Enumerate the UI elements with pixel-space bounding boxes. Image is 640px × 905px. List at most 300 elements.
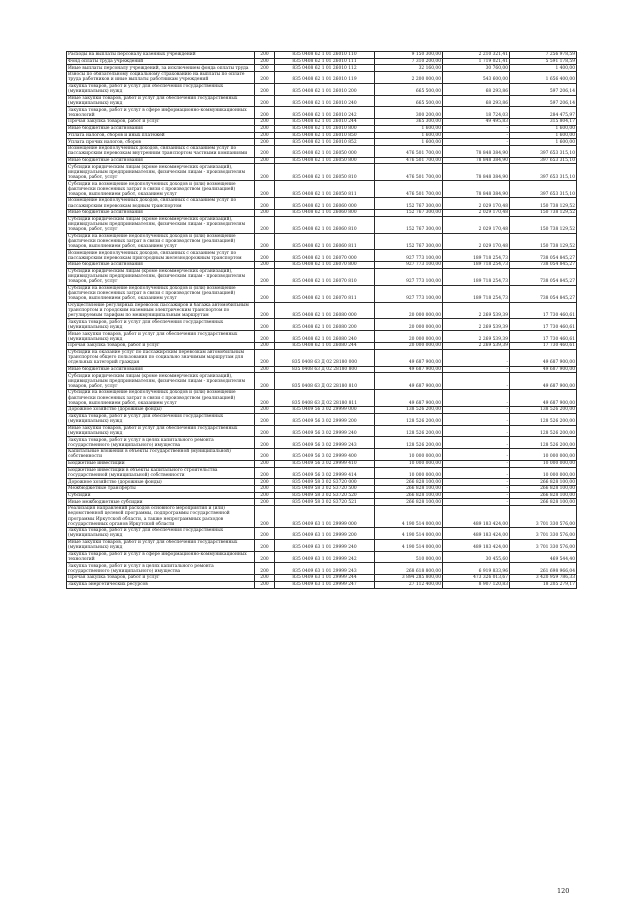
budget-classification-code: 835 0409 58 3 02 S3720 520: [275, 492, 375, 499]
budget-classification-code: 835 0408 62 1 01 26010 852: [275, 139, 375, 146]
approved-amount: 10 000 000,00: [375, 460, 443, 467]
table-row: [67, 563, 577, 575]
line-code: 200: [255, 349, 275, 366]
unexecuted-amount: 738 054 845,27: [510, 250, 577, 262]
line-item-name: Расходы на выплаты персоналу казенных учреждений: [67, 52, 255, 59]
approved-amount: 266 828 100,00: [375, 486, 443, 493]
executed-amount: 2 269 539,39: [443, 343, 510, 350]
executed-amount: 2 269 539,39: [443, 331, 510, 343]
table-row: [67, 145, 577, 157]
approved-amount: 9 150 300,00: [375, 52, 443, 59]
line-item-name: Закупка товаров, работ и услуг в целях капитального ремонта государственного (муниципального) имущества: [67, 563, 255, 575]
line-item-name: Взносы по обязательному социальному страхованию на выплаты по оплате труда работников и иные выплаты работникам учреждений: [67, 72, 255, 84]
executed-amount: -: [443, 499, 510, 506]
table-row: [67, 331, 577, 343]
line-code: 200: [255, 164, 275, 181]
line-item-name: Осуществление регулярных перевозок пассажиров и багажа автомобильным транспортом и городским наземным электрическим транспортом по регулируемым тарифам по межмуниципальным маршрутам: [67, 302, 255, 319]
approved-amount: 128 526 200,00: [375, 413, 443, 425]
unexecuted-amount: 17 730 460,61: [510, 343, 577, 350]
line-code: 200: [255, 139, 275, 146]
line-code: 200: [255, 390, 275, 407]
budget-table: [66, 51, 577, 589]
unexecuted-amount: 397 653 315,10: [510, 164, 577, 181]
executed-amount: -: [443, 366, 510, 373]
executed-amount: -: [443, 132, 510, 139]
budget-classification-code: 835 0408 62 1 01 26060 800: [275, 209, 375, 216]
line-code: 200: [255, 506, 275, 528]
line-code: 200: [255, 58, 275, 65]
table-row: [67, 373, 577, 390]
unexecuted-amount: 266 828 100,00: [510, 479, 577, 486]
executed-amount: -: [443, 413, 510, 425]
executed-amount: 68 293,86: [443, 83, 510, 95]
line-item-name: Бюджетные инвестиции: [67, 460, 255, 467]
budget-classification-code: 835 0408 62 1 01 26060 811: [275, 233, 375, 250]
budget-classification-code: 835 0408 62 1 01 26010 200: [275, 83, 375, 95]
table-row: [67, 198, 577, 210]
line-item-name: Иные бюджетные ассигнования: [67, 157, 255, 164]
executed-amount: 6 919 833,96: [443, 563, 510, 575]
executed-amount: 68 293,86: [443, 95, 510, 107]
line-item-name: Субсидии на возмещение недополученных доходов и (или) возмещение фактически понесенных затрат в связи с производством (реализацией) товаров, выполнением работ, оказанием услуг: [67, 233, 255, 250]
budget-classification-code: 835 0408 62 1 01 26050 811: [275, 181, 375, 198]
table-row: [67, 157, 577, 164]
budget-classification-code: 835 0409 63 1 01 29999 247: [275, 581, 375, 588]
approved-amount: 152 767 300,00: [375, 233, 443, 250]
table-row: [67, 413, 577, 425]
approved-amount: 128 526 200,00: [375, 437, 443, 449]
line-code: 200: [255, 479, 275, 486]
budget-classification-code: 835 0409 56 3 02 29999 410: [275, 460, 375, 467]
budget-classification-code: 835 0408 62 1 01 26070 800: [275, 262, 375, 269]
table-row: [67, 506, 577, 528]
line-item-name: Возмещение недополученных доходов, связанных с оказанием услуг по пассажирским перевозкам пригородным железнодорожным транспортом: [67, 250, 255, 262]
approved-amount: 927 773 100,00: [375, 250, 443, 262]
line-code: 200: [255, 407, 275, 414]
executed-amount: 78 848 384,90: [443, 181, 510, 198]
approved-amount: 665 500,00: [375, 83, 443, 95]
line-code: 200: [255, 413, 275, 425]
unexecuted-amount: 1 656 400,00: [510, 72, 577, 84]
line-code: 200: [255, 233, 275, 250]
executed-amount: 189 718 254,73: [443, 262, 510, 269]
unexecuted-amount: 1 400,00: [510, 65, 577, 72]
line-code: 200: [255, 95, 275, 107]
executed-amount: 2 210 321,41: [443, 52, 510, 59]
line-code: 200: [255, 460, 275, 467]
line-code: 200: [255, 119, 275, 126]
line-item-name: Субсидии на возмещение недополученных доходов и (или) возмещение фактически понесенных затрат в связи с производством (реализацией) товаров, выполнением работ, оказанием услуг: [67, 390, 255, 407]
unexecuted-amount: 17 730 460,61: [510, 331, 577, 343]
approved-amount: 152 767 300,00: [375, 198, 443, 210]
line-item-name: Межбюджетные трансферты: [67, 486, 255, 493]
budget-classification-code: 835 0408 62 1 01 26010 244: [275, 119, 375, 126]
budget-classification-code: 835 0409 58 3 02 S3720 000: [275, 479, 375, 486]
table-row: [67, 425, 577, 437]
unexecuted-amount: 10 000 000,00: [510, 449, 577, 461]
unexecuted-amount: 150 738 129,52: [510, 209, 577, 216]
table-row: [67, 349, 577, 366]
line-item-name: Уплата налогов, сборов и иных платежей: [67, 132, 255, 139]
budget-classification-code: 835 0408 62 1 01 26010 111: [275, 58, 375, 65]
table-row: [67, 83, 577, 95]
line-item-name: Прочая закупка товаров, работ и услуг: [67, 119, 255, 126]
line-code: 200: [255, 492, 275, 499]
budget-classification-code: 835 0409 56 3 02 29999 240: [275, 425, 375, 437]
table-row: [67, 528, 577, 540]
table-row: [67, 164, 577, 181]
approved-amount: 927 773 100,00: [375, 285, 443, 302]
executed-amount: 489 183 424,00: [443, 528, 510, 540]
executed-amount: -: [443, 437, 510, 449]
budget-classification-code: 835 0409 63 1 01 29999 243: [275, 563, 375, 575]
line-code: 200: [255, 145, 275, 157]
approved-amount: 510 000,00: [375, 551, 443, 563]
line-item-name: Иные закупки товаров, работ и услуг для обеспечения государственных (муниципальных) нужд: [67, 539, 255, 551]
table-row: [67, 65, 577, 72]
report-page: [66, 51, 576, 589]
budget-classification-code: 835 0408 62 1 01 26050 000: [275, 145, 375, 157]
table-row: [67, 449, 577, 461]
table-row: [67, 268, 577, 285]
executed-amount: -: [443, 479, 510, 486]
budget-classification-code: 835 0409 56 3 02 29999 414: [275, 467, 375, 479]
line-item-name: Закупка товаров, работ и услуг для обеспечения государственных (муниципальных) нужд: [67, 83, 255, 95]
budget-classification-code: 835 0408 62 1 01 26010 119: [275, 72, 375, 84]
line-code: 200: [255, 437, 275, 449]
line-item-name: Закупка товаров, работ и услуг для обеспечения государственных (муниципальных) нужд: [67, 413, 255, 425]
approved-amount: 20 000 000,00: [375, 331, 443, 343]
executed-amount: -: [443, 467, 510, 479]
approved-amount: 476 501 700,00: [375, 157, 443, 164]
unexecuted-amount: 738 054 845,27: [510, 262, 577, 269]
approved-amount: 1 600,00: [375, 132, 443, 139]
line-item-name: Возмещение недополученных доходов, связанных с оказанием услуг по пассажирским перевозкам внутренним транспортом частными компаниями: [67, 145, 255, 157]
unexecuted-amount: 49 687 900,00: [510, 366, 577, 373]
approved-amount: 152 767 300,00: [375, 216, 443, 233]
table-row: [67, 437, 577, 449]
line-item-name: Дорожное хозяйство (дорожные фонды): [67, 479, 255, 486]
executed-amount: 8 907 120,83: [443, 581, 510, 588]
unexecuted-amount: 49 687 900,00: [510, 390, 577, 407]
executed-amount: 473 326 013,67: [443, 575, 510, 582]
line-item-name: Субсидии юридическим лицам (кроме некоммерческих организаций), индивидуальным предпринимателям, физическим лицам - производителям товаров, работ, услуг: [67, 373, 255, 390]
line-code: 200: [255, 373, 275, 390]
budget-classification-code: 835 0409 63 1 01 29999 242: [275, 551, 375, 563]
executed-amount: 30 760,00: [443, 65, 510, 72]
table-row: [67, 132, 577, 139]
table-row: [67, 551, 577, 563]
unexecuted-amount: 10 000 000,00: [510, 460, 577, 467]
executed-amount: 489 183 424,00: [443, 506, 510, 528]
unexecuted-amount: 150 738 129,52: [510, 216, 577, 233]
table-row: [67, 216, 577, 233]
table-row: [67, 52, 577, 59]
unexecuted-amount: 3 420 959 786,33: [510, 575, 577, 582]
line-code: 200: [255, 216, 275, 233]
unexecuted-amount: 738 054 845,27: [510, 285, 577, 302]
line-code: 200: [255, 575, 275, 582]
approved-amount: 27 112 400,00: [375, 581, 443, 588]
line-item-name: Возмещение недополученных доходов, связанных с оказанием услуг по пассажирским перевозкам водным транспортом: [67, 198, 255, 210]
approved-amount: 365 300,00: [375, 119, 443, 126]
approved-amount: 1 600,00: [375, 139, 443, 146]
executed-amount: 49 495,83: [443, 119, 510, 126]
table-row: [67, 285, 577, 302]
unexecuted-amount: 1 600,00: [510, 125, 577, 132]
unexecuted-amount: 3 701 330 576,00: [510, 506, 577, 528]
budget-classification-code: 835 0408 62 1 01 26070 810: [275, 268, 375, 285]
budget-classification-code: 835 0408 62 1 01 26070 000: [275, 250, 375, 262]
executed-amount: -: [443, 492, 510, 499]
table-row: [67, 209, 577, 216]
approved-amount: 266 828 100,00: [375, 492, 443, 499]
table-row: [67, 181, 577, 198]
budget-classification-code: 835 0408 62 1 01 26050 810: [275, 164, 375, 181]
executed-amount: 2 029 170,48: [443, 198, 510, 210]
executed-amount: 2 269 539,39: [443, 302, 510, 319]
line-item-name: Закупка товаров, работ и услуг в сфере информационно-коммуникационных технологий: [67, 551, 255, 563]
approved-amount: 4 190 514 000,00: [375, 539, 443, 551]
line-code: 200: [255, 528, 275, 540]
line-item-name: Закупка товаров, работ и услуг для обеспечения государственных (муниципальных) нужд: [67, 528, 255, 540]
table-row: [67, 95, 577, 107]
approved-amount: 4 190 514 000,00: [375, 528, 443, 540]
unexecuted-amount: 3 701 330 576,00: [510, 539, 577, 551]
line-code: 200: [255, 499, 275, 506]
approved-amount: 49 687 900,00: [375, 373, 443, 390]
approved-amount: 266 828 100,00: [375, 499, 443, 506]
line-code: 200: [255, 181, 275, 198]
approved-amount: 138 526 200,00: [375, 407, 443, 414]
line-item-name: Субсидии юридическим лицам (кроме некоммерческих организаций), индивидуальным предпринимателям, физическим лицам - производителям товаров, работ, услуг: [67, 268, 255, 285]
approved-amount: 49 687 900,00: [375, 366, 443, 373]
table-row: [67, 58, 577, 65]
line-code: 200: [255, 539, 275, 551]
table-row: [67, 479, 577, 486]
line-code: 200: [255, 285, 275, 302]
unexecuted-amount: 266 828 100,00: [510, 499, 577, 506]
unexecuted-amount: 738 054 845,27: [510, 268, 577, 285]
unexecuted-amount: 266 828 100,00: [510, 492, 577, 499]
line-item-name: Уплата прочих налогов, сборов: [67, 139, 255, 146]
line-code: 200: [255, 65, 275, 72]
budget-classification-code: 835 0408 63 Д 02 28180 800: [275, 366, 375, 373]
table-row: [67, 492, 577, 499]
budget-classification-code: 835 0408 62 1 01 26010 800: [275, 125, 375, 132]
approved-amount: 49 687 900,00: [375, 349, 443, 366]
budget-classification-code: 835 0408 62 1 01 26010 850: [275, 132, 375, 139]
unexecuted-amount: 284 475,97: [510, 107, 577, 119]
line-item-name: Иные бюджетные ассигнования: [67, 209, 255, 216]
unexecuted-amount: 266 828 100,00: [510, 486, 577, 493]
budget-classification-code: 835 0409 63 1 01 29999 240: [275, 539, 375, 551]
line-code: 200: [255, 250, 275, 262]
approved-amount: 32 160,00: [375, 65, 443, 72]
table-row: [67, 319, 577, 331]
line-item-name: Иные закупки товаров, работ и услуг для обеспечения государственных (муниципальных) нужд: [67, 95, 255, 107]
line-item-name: Бюджетные инвестиции в объекты капитального строительства государственной (муниципальной) собственности: [67, 467, 255, 479]
unexecuted-amount: 128 526 200,00: [510, 413, 577, 425]
budget-classification-code: 835 0409 63 1 01 29999 244: [275, 575, 375, 582]
table-row: [67, 72, 577, 84]
line-code: 200: [255, 563, 275, 575]
approved-amount: 20 000 000,00: [375, 319, 443, 331]
executed-amount: -: [443, 449, 510, 461]
approved-amount: 20 000 000,00: [375, 343, 443, 350]
budget-classification-code: 835 0408 63 Д 02 28180 000: [275, 349, 375, 366]
page-number: 120: [557, 887, 570, 895]
executed-amount: -: [443, 460, 510, 467]
table-row: [67, 575, 577, 582]
line-code: 200: [255, 125, 275, 132]
line-code: 200: [255, 486, 275, 493]
line-item-name: Иные закупки товаров, работ и услуг для обеспечения государственных (муниципальных) нужд: [67, 331, 255, 343]
unexecuted-amount: 315 804,17: [510, 119, 577, 126]
budget-classification-code: 835 0408 63 Д 02 28180 811: [275, 390, 375, 407]
line-code: 200: [255, 107, 275, 119]
executed-amount: -: [443, 390, 510, 407]
unexecuted-amount: 397 653 315,10: [510, 181, 577, 198]
approved-amount: 1 600,00: [375, 125, 443, 132]
executed-amount: -: [443, 486, 510, 493]
approved-amount: 476 501 700,00: [375, 164, 443, 181]
line-item-name: Закупка товаров, работ и услуг в целях капитального ремонта государственного (муниципального) имущества: [67, 437, 255, 449]
budget-classification-code: 835 0408 62 1 01 26010 112: [275, 65, 375, 72]
line-code: 200: [255, 209, 275, 216]
executed-amount: 2 029 170,48: [443, 216, 510, 233]
approved-amount: 300 200,00: [375, 107, 443, 119]
line-code: 200: [255, 581, 275, 588]
table-row: [67, 486, 577, 493]
approved-amount: 49 687 900,00: [375, 390, 443, 407]
line-item-name: Иные бюджетные ассигнования: [67, 262, 255, 269]
line-item-name: Закупка товаров, работ и услуг для обеспечения государственных (муниципальных) нужд: [67, 319, 255, 331]
approved-amount: 927 773 100,00: [375, 268, 443, 285]
line-item-name: Субсидии на оказание услуг по пассажирским перевозкам автомобильным транспортом общего пользования по социально значимым маршрутам для отдельных категорий граждан: [67, 349, 255, 366]
unexecuted-amount: 397 653 315,10: [510, 157, 577, 164]
executed-amount: 489 183 424,00: [443, 539, 510, 551]
budget-classification-code: 835 0408 62 1 01 26010 240: [275, 95, 375, 107]
executed-amount: 2 029 170,48: [443, 209, 510, 216]
budget-classification-code: 835 0409 58 3 02 S3720 500: [275, 486, 375, 493]
budget-classification-code: 835 0409 56 3 02 29999 243: [275, 437, 375, 449]
executed-amount: 189 718 254,73: [443, 285, 510, 302]
unexecuted-amount: 138 526 200,00: [510, 407, 577, 414]
approved-amount: 3 894 285 800,00: [375, 575, 443, 582]
table-row: [67, 343, 577, 350]
approved-amount: 665 500,00: [375, 95, 443, 107]
line-code: 200: [255, 83, 275, 95]
executed-amount: -: [443, 407, 510, 414]
line-code: 200: [255, 449, 275, 461]
unexecuted-amount: 49 687 900,00: [510, 349, 577, 366]
line-item-name: Фонд оплаты труда учреждений: [67, 58, 255, 65]
table-row: [67, 139, 577, 146]
budget-classification-code: 835 0409 63 1 01 29999 200: [275, 528, 375, 540]
line-code: 200: [255, 425, 275, 437]
table-row: [67, 233, 577, 250]
budget-classification-code: 835 0408 62 1 01 26080 244: [275, 343, 375, 350]
budget-table-body: [67, 52, 577, 589]
budget-classification-code: 835 0409 58 3 02 S3720 521: [275, 499, 375, 506]
line-item-name: Иные бюджетные ассигнования: [67, 125, 255, 132]
approved-amount: 10 000 000,00: [375, 467, 443, 479]
budget-classification-code: 835 0408 62 1 01 26060 000: [275, 198, 375, 210]
executed-amount: 2 029 170,48: [443, 233, 510, 250]
approved-amount: 10 000 000,00: [375, 449, 443, 461]
line-item-name: Иные бюджетные ассигнования: [67, 366, 255, 373]
unexecuted-amount: 5 591 178,59: [510, 58, 577, 65]
approved-amount: 2 200 000,00: [375, 72, 443, 84]
unexecuted-amount: 1 600,00: [510, 139, 577, 146]
unexecuted-amount: 10 000 000,00: [510, 467, 577, 479]
approved-amount: 7 310 200,00: [375, 58, 443, 65]
line-item-name: Иные межбюджетные субсидии: [67, 499, 255, 506]
budget-classification-code: 835 0408 62 1 01 26080 000: [275, 302, 375, 319]
budget-classification-code: 835 0408 62 1 01 26060 810: [275, 216, 375, 233]
executed-amount: 30 455,60: [443, 551, 510, 563]
unexecuted-amount: 150 738 129,52: [510, 233, 577, 250]
unexecuted-amount: 469 544,40: [510, 551, 577, 563]
line-item-name: Прочая закупка товаров, работ и услуг: [67, 575, 255, 582]
budget-classification-code: 835 0408 62 1 01 26070 811: [275, 285, 375, 302]
budget-classification-code: 835 0408 62 1 01 26050 800: [275, 157, 375, 164]
table-row: [67, 302, 577, 319]
line-code: 200: [255, 343, 275, 350]
line-item-name: Капитальные вложения в объекты государственной (муниципальной) собственности: [67, 449, 255, 461]
unexecuted-amount: 1 600,00: [510, 132, 577, 139]
table-row: [67, 119, 577, 126]
line-code: 200: [255, 157, 275, 164]
line-item-name: Дорожное хозяйство (дорожные фонды): [67, 407, 255, 414]
unexecuted-amount: 128 526 200,00: [510, 425, 577, 437]
table-row: [67, 499, 577, 506]
line-item-name: Закупка товаров, работ и услуг в сфере информационно-коммуникационных технологий: [67, 107, 255, 119]
line-item-name: Прочая закупка товаров, работ и услуг: [67, 343, 255, 350]
table-row: [67, 107, 577, 119]
table-row: [67, 390, 577, 407]
line-code: 200: [255, 262, 275, 269]
budget-classification-code: 835 0408 62 1 01 26080 200: [275, 319, 375, 331]
line-code: 200: [255, 551, 275, 563]
unexecuted-amount: 150 738 129,52: [510, 198, 577, 210]
approved-amount: 476 501 700,00: [375, 145, 443, 157]
executed-amount: -: [443, 349, 510, 366]
approved-amount: 476 501 700,00: [375, 181, 443, 198]
unexecuted-amount: 128 526 200,00: [510, 437, 577, 449]
budget-classification-code: 835 0409 56 3 02 29999 200: [275, 413, 375, 425]
approved-amount: 20 000 000,00: [375, 302, 443, 319]
unexecuted-amount: 17 730 460,61: [510, 302, 577, 319]
line-code: 200: [255, 467, 275, 479]
unexecuted-amount: 261 698 966,04: [510, 563, 577, 575]
table-row: [67, 262, 577, 269]
line-item-name: Субсидии: [67, 492, 255, 499]
executed-amount: -: [443, 125, 510, 132]
table-row: [67, 581, 577, 588]
line-item-name: Реализация направлений расходов основного мероприятия и (или) ведомственной целевой программы, подпрограммы государственной программы Иркутской области, а также непрограммных расходов государственных органов Иркутской области: [67, 506, 255, 528]
table-row: [67, 366, 577, 373]
executed-amount: 189 718 254,73: [443, 268, 510, 285]
unexecuted-amount: 397 653 315,10: [510, 145, 577, 157]
line-code: 200: [255, 132, 275, 139]
budget-classification-code: 835 0409 63 1 01 29999 000: [275, 506, 375, 528]
executed-amount: 78 848 384,90: [443, 164, 510, 181]
table-row: [67, 460, 577, 467]
budget-classification-code: 835 0408 62 1 01 26010 242: [275, 107, 375, 119]
line-item-name: Закупка энергетических ресурсов: [67, 581, 255, 588]
